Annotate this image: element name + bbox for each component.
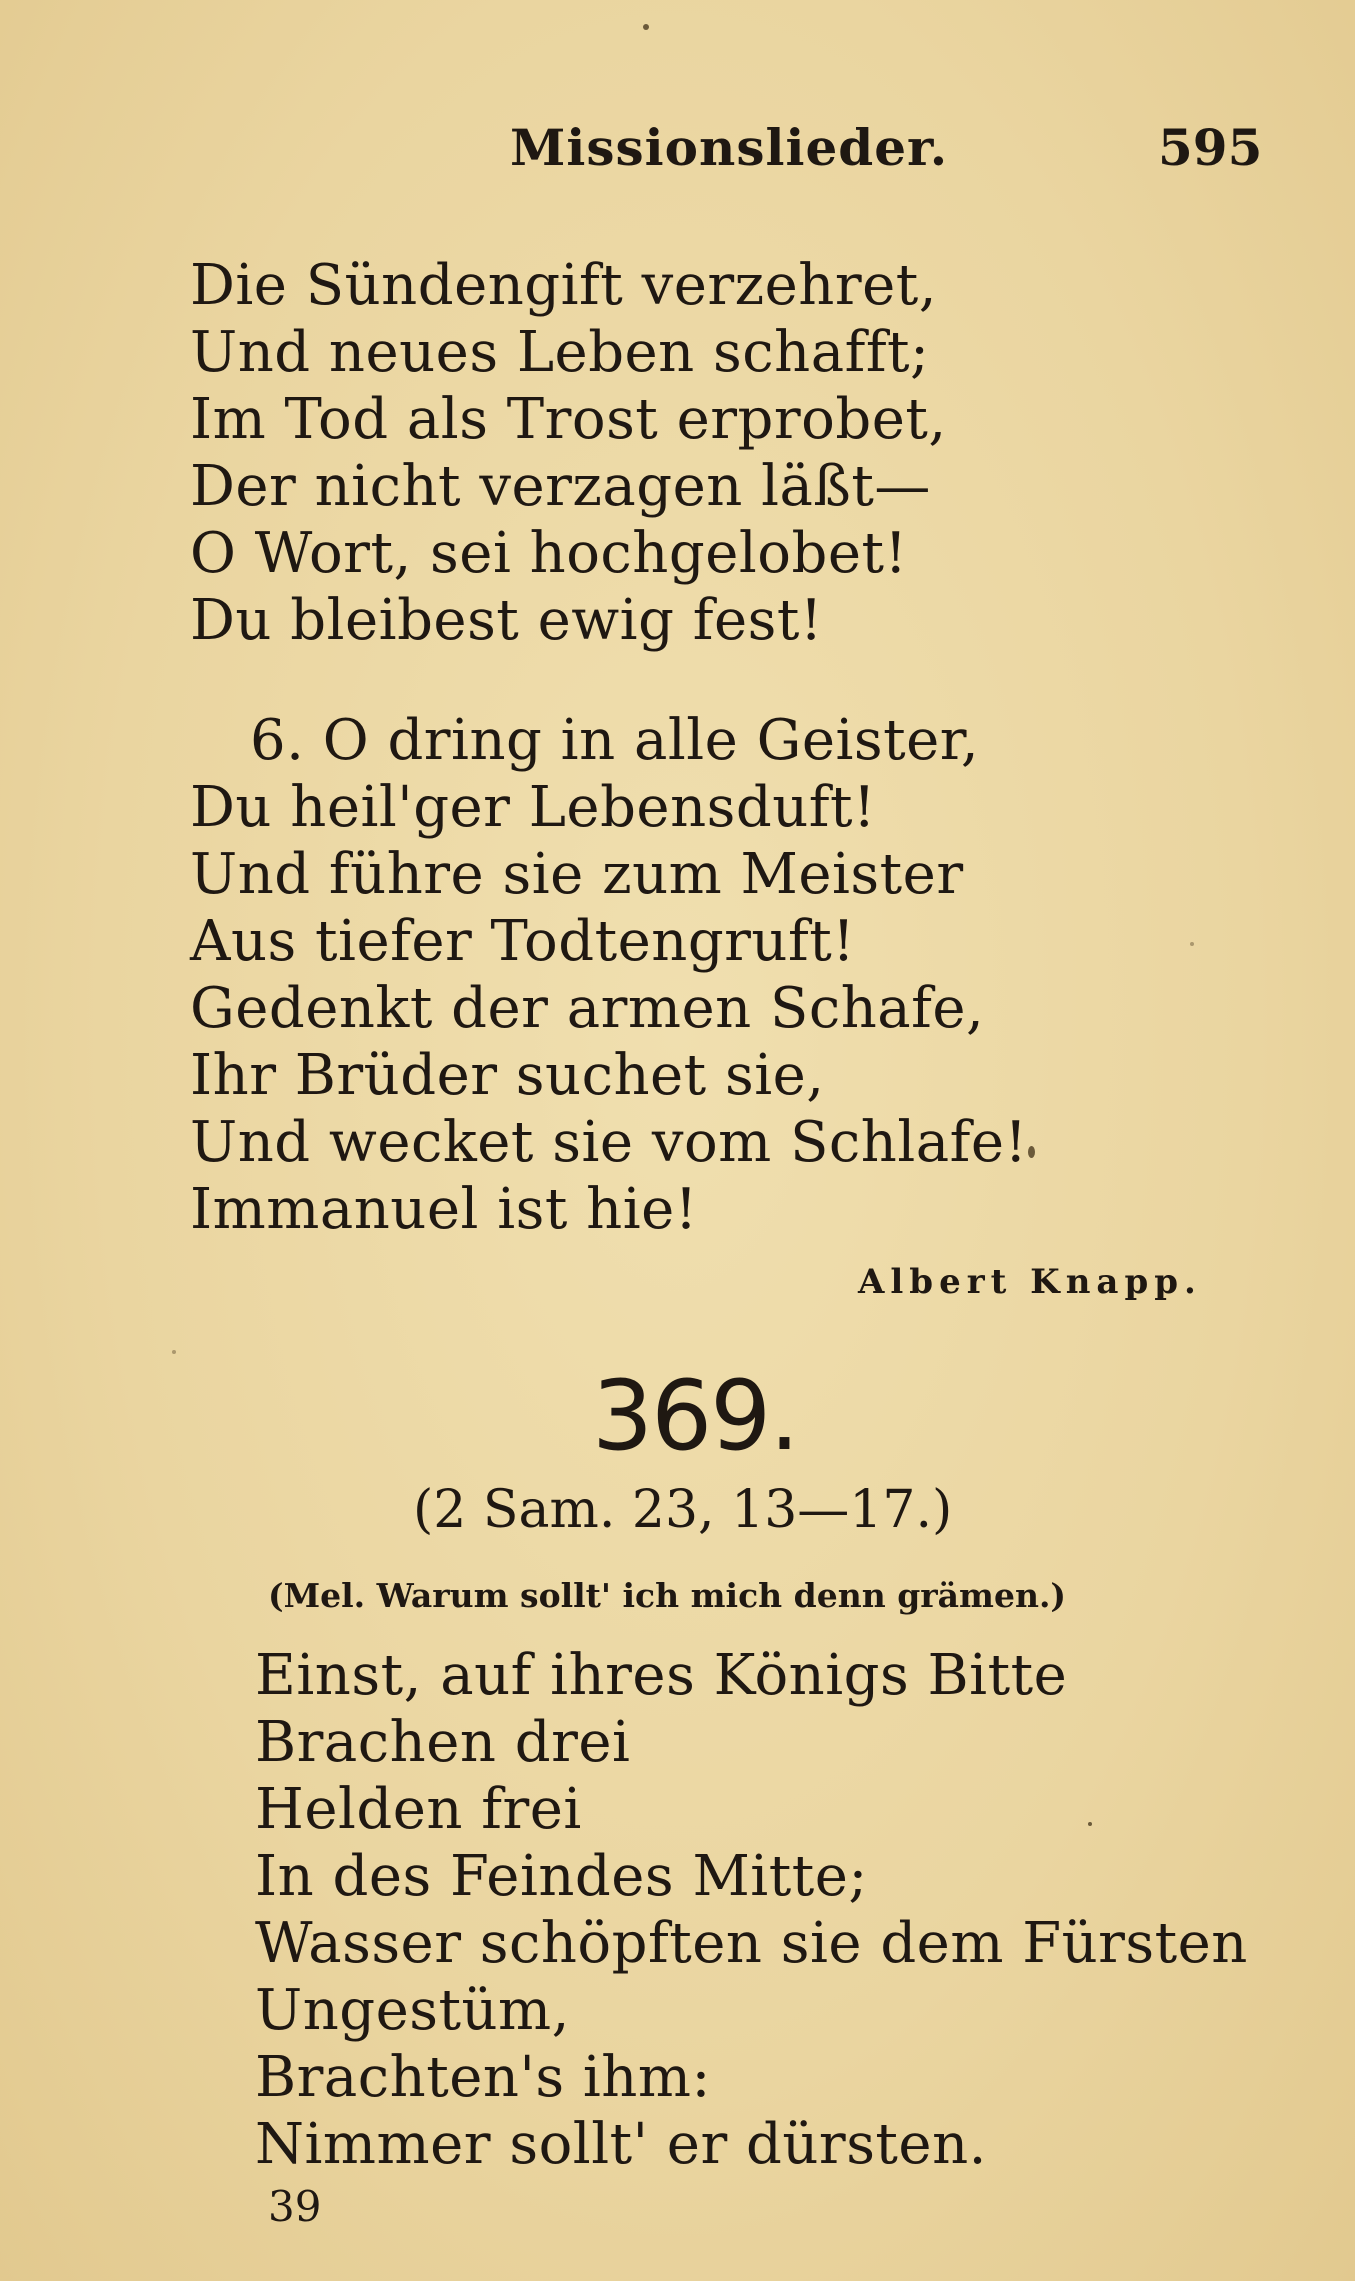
verse-line: In des Feindes Mitte; <box>255 1844 868 1909</box>
verse-line: Ungestüm, <box>255 1978 570 2043</box>
paper-speck <box>1190 942 1194 946</box>
melody-note: (Mel. Warum sollt' ich mich denn grämen.) <box>268 1576 1067 1615</box>
verse-line: Und führe sie zum Meister <box>190 842 964 907</box>
paper-speck <box>1028 1146 1035 1158</box>
signature-mark: 39 <box>268 2182 322 2231</box>
verse-line: Der nicht verzagen läßt— <box>190 454 931 519</box>
verse-line: Aus tiefer Todtengruft! <box>190 909 856 974</box>
scripture-reference: (2 Sam. 23, 13—17.) <box>413 1480 953 1540</box>
running-head: Missionslieder. <box>510 118 949 177</box>
verse-line: Die Sündengift verzehret, <box>190 253 938 318</box>
verse-line: Ihr Brüder suchet sie, <box>190 1043 825 1108</box>
verse-line: Und neues Leben schafft; <box>190 320 930 385</box>
verse-line: Gedenkt der armen Schafe, <box>190 976 985 1041</box>
verse-line: Im Tod als Trost erprobet, <box>190 387 947 452</box>
verse-line: Einst, auf ihres Königs Bitte <box>255 1643 1068 1708</box>
paper-speck <box>1088 1822 1092 1826</box>
verse-line: Brachen drei <box>255 1710 631 1775</box>
paper-speck <box>643 24 649 30</box>
verse-line: Immanuel ist hie! <box>190 1177 698 1242</box>
hymn-number: 369. <box>592 1360 798 1472</box>
verse-line: Nimmer sollt' er dürsten. <box>255 2112 987 2177</box>
verse-line: Du bleibest ewig fest! <box>190 588 823 653</box>
paper-speck <box>172 1350 176 1354</box>
author-credit: Albert Knapp. <box>858 1262 1202 1302</box>
page-number: 595 <box>1158 118 1263 177</box>
verse-line: Helden frei <box>255 1777 582 1842</box>
verse-line: Wasser schöpften sie dem Fürsten <box>255 1911 1248 1976</box>
verse-line: Du heil'ger Lebensduft! <box>190 775 877 840</box>
verse-line: Brachten's ihm: <box>255 2045 711 2110</box>
verse-line: Und wecket sie vom Schlafe! <box>190 1110 1028 1175</box>
stanza-6-first-line: 6. O dring in alle Geister, <box>250 708 980 773</box>
verse-line: O Wort, sei hochgelobet! <box>190 521 908 586</box>
